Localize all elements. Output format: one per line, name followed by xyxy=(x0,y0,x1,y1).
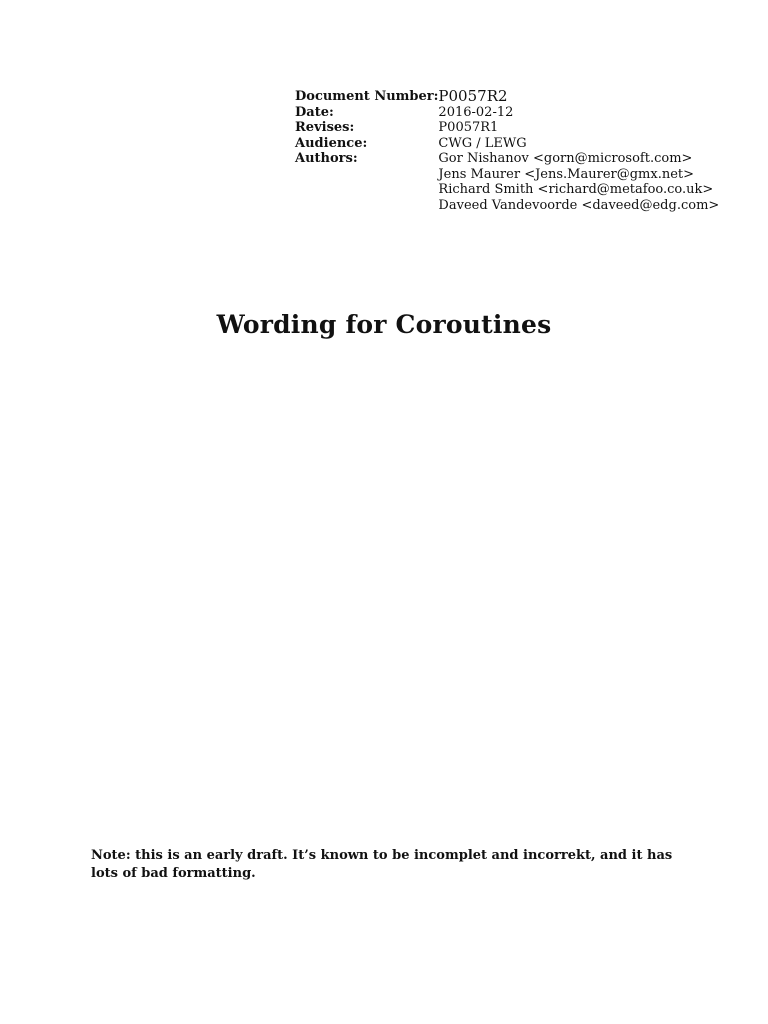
author-daveed-vandevoorde: Daveed Vandevoorde <daveed@edg.com> xyxy=(438,197,720,213)
document-number-label: Document Number: xyxy=(295,89,439,104)
audience-value: CWG / LEWG xyxy=(438,135,527,151)
metadata-row-revises xyxy=(295,120,719,136)
document-title: Wording for Coroutines xyxy=(216,310,552,339)
authors-list xyxy=(438,151,719,213)
metadata-row-date xyxy=(295,105,719,121)
revises-label: Revises: xyxy=(295,120,355,135)
author-richard-smith: Richard Smith <richard@metafoo.co.uk> xyxy=(438,182,714,197)
audience-label: Audience: xyxy=(295,135,368,151)
document-number-value: P0057R2 xyxy=(438,87,508,105)
metadata-row-document-number xyxy=(295,89,719,105)
author-gor-nishanov: Gor Nishanov <gorn@microsoft.com> xyxy=(438,151,693,166)
date-value: 2016-02-12 xyxy=(438,104,514,120)
document-metadata xyxy=(295,89,719,213)
metadata-row-audience xyxy=(295,136,719,152)
draft-note: Note: this is an early draft. It’s known to be incomplet and incorrekt, and it has lots of bad formatting. xyxy=(91,848,673,881)
author-jens-maurer: Jens Maurer <Jens.Maurer@gmx.net> xyxy=(438,166,695,182)
revises-value: P0057R1 xyxy=(438,120,499,135)
authors-label: Authors: xyxy=(295,151,358,166)
metadata-row-authors xyxy=(295,151,719,213)
date-label: Date: xyxy=(295,104,334,120)
